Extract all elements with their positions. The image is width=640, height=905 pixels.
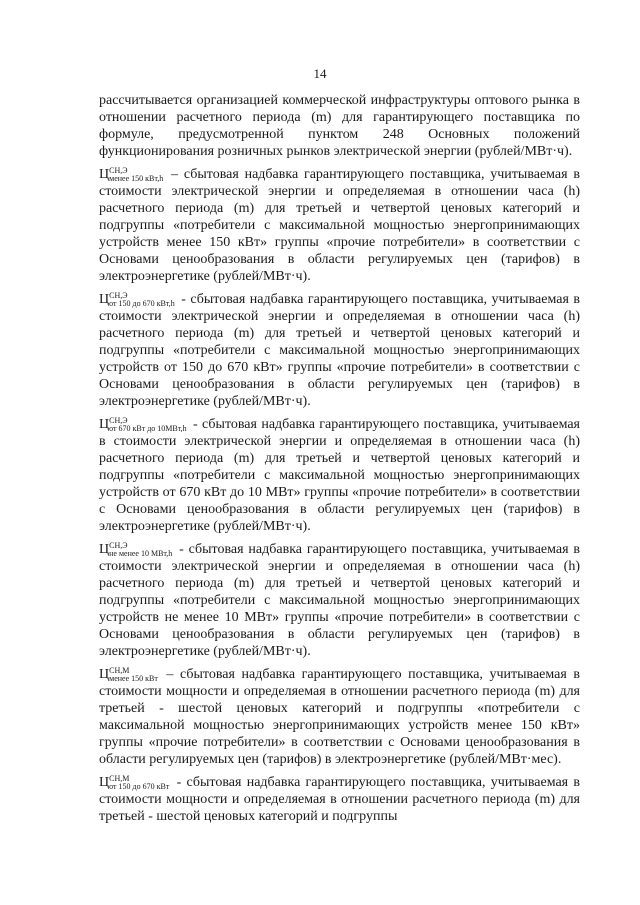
formula-symbol bbox=[99, 417, 189, 432]
symbol-subscript: от 670 кВт до 10МВт,h bbox=[109, 424, 187, 433]
symbol-superscript: СН,Э bbox=[109, 291, 128, 300]
definition-paragraph bbox=[99, 166, 580, 285]
symbol-subscript: менее 150 кВт,h bbox=[109, 174, 164, 183]
symbol-subscript: не менее 10 МВт,h bbox=[109, 549, 173, 558]
definitions-list bbox=[99, 166, 580, 825]
symbol-scripts bbox=[109, 167, 163, 183]
symbol-letter: Ц bbox=[99, 667, 110, 682]
definition-text: – сбытовая надбавка гарантирующего поставщика, учитываемая в стоимости мощности и определяемая в отношении расчетного периода (m) для третьей - шестой ценовых категорий и подгруппы «потребители с максимальной мощностью энергопринимающих устройств менее 150 кВт» группы «прочие потребители» в соответствии с Основами ценообразования в области регулируемых цен (тарифов) в электроэнергетике (рублей/МВт·мес). bbox=[99, 667, 580, 767]
document-body bbox=[99, 92, 580, 831]
intro-paragraph: рассчитывается организацией коммерческой инфраструктуры оптового рынка в отношении расчетного периода (m) для гарантирующего поставщика по формуле, предусмотренной пунктом 248 Основных положений функционирования розничных рынков электрической энергии (рублей/МВт·ч). bbox=[99, 93, 580, 159]
definition-text: - сбытовая надбавка гарантирующего поставщика, учитываемая в стоимости электрической энергии и определяемая в отношении часа (h) расчетного периода (m) для третьей и четвертой ценовых категорий и подгруппы «потребители с максимальной мощностью энергопринимающих устройств от 670 кВт до 10 МВт» группы «прочие потребители» в соответствии с Основами ценообразования в области регулируемых цен (тарифов) в электроэнергетике (рублей/МВт·ч). bbox=[99, 417, 580, 534]
definition-text: – сбытовая надбавка гарантирующего поставщика, учитываемая в стоимости электрической энергии и определяемая в отношении часа (h) расчетного периода (m) для третьей и четвертой ценовых категорий и подгруппы «потребители с максимальной мощностью энергопринимающих устройств менее 150 кВт» группы «прочие потребители» в соответствии с Основами ценообразования в области регулируемых цен (тарифов) в электроэнергетике (рублей/МВт·ч). bbox=[99, 167, 580, 284]
definition-paragraph bbox=[99, 291, 580, 410]
symbol-letter: Ц bbox=[99, 775, 110, 790]
page-number: 14 bbox=[313, 66, 327, 81]
formula-symbol bbox=[99, 667, 160, 682]
symbol-superscript: СН,Э bbox=[109, 416, 128, 425]
symbol-letter: Ц bbox=[99, 167, 110, 182]
symbol-superscript: СН,Э bbox=[109, 166, 128, 175]
formula-symbol bbox=[99, 292, 177, 307]
symbol-superscript: СН,М bbox=[109, 774, 130, 783]
symbol-letter: Ц bbox=[99, 542, 110, 557]
symbol-scripts bbox=[109, 417, 187, 433]
definition-paragraph bbox=[99, 666, 580, 768]
symbol-scripts bbox=[109, 292, 175, 308]
definition-text: - сбытовая надбавка гарантирующего поставщика, учитываемая в стоимости мощности и определяемая в отношении расчетного периода (m) для третьей - шестой ценовых категорий и подгруппы bbox=[99, 775, 580, 824]
symbol-letter: Ц bbox=[99, 417, 110, 432]
symbol-letter: Ц bbox=[99, 292, 110, 307]
symbol-superscript: СН,М bbox=[109, 666, 130, 675]
symbol-subscript: от 150 до 670 кВт bbox=[109, 782, 170, 791]
definition-text: - сбытовая надбавка гарантирующего поставщика, учитываемая в стоимости электрической энергии и определяемая в отношении часа (h) расчетного периода (m) для третьей и четвертой ценовых категорий и подгруппы «потребители с максимальной мощностью энергопринимающих устройств от 150 до 670 кВт» группы «прочие потребители» в соответствии с Основами ценообразования в области регулируемых цен (тарифов) в электроэнергетике (рублей/МВт·ч). bbox=[99, 292, 580, 409]
formula-symbol bbox=[99, 775, 171, 790]
definition-paragraph bbox=[99, 416, 580, 535]
symbol-scripts bbox=[109, 542, 172, 558]
definition-paragraph bbox=[99, 541, 580, 660]
symbol-subscript: менее 150 кВт bbox=[109, 674, 158, 683]
formula-symbol bbox=[99, 542, 174, 557]
symbol-subscript: от 150 до 670 кВт,h bbox=[109, 299, 175, 308]
symbol-superscript: СН,Э bbox=[109, 541, 128, 550]
symbol-scripts bbox=[109, 775, 169, 791]
definition-paragraph bbox=[99, 774, 580, 825]
symbol-scripts bbox=[109, 667, 158, 683]
definition-text: - сбытовая надбавка гарантирующего поставщика, учитываемая в стоимости электрической энергии и определяемая в отношении часа (h) расчетного периода (m) для третьей и четвертой ценовых категорий и подгруппы «потребители с максимальной мощностью энергопринимающих устройств не менее 10 МВт» группы «прочие потребители» в соответствии с Основами ценообразования в области регулируемых цен (тарифов) в электроэнергетике (рублей/МВт·ч). bbox=[99, 542, 580, 659]
formula-symbol bbox=[99, 167, 165, 182]
